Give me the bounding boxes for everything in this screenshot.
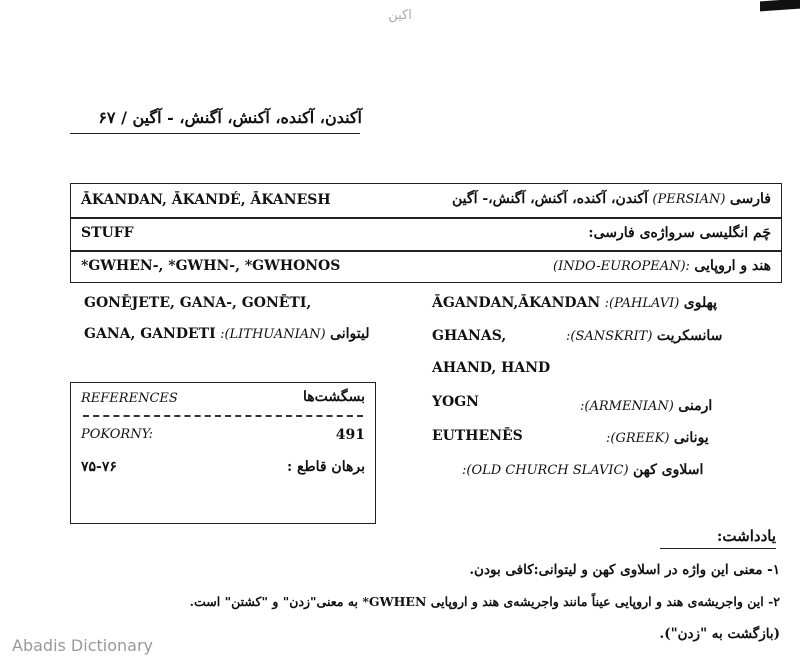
armenian-lang-tag: :(ARMENIAN) — [580, 399, 674, 414]
sanskrit-forms: GHANAS, — [432, 328, 507, 344]
armenian-forms: YOGN — [432, 394, 479, 410]
sanskrit-lang-tag: :(SANSKRIT) — [566, 329, 653, 344]
greek-lang-row — [606, 430, 709, 446]
greek-lang-tag: :(GREEK) — [606, 431, 670, 446]
etymology-table — [70, 183, 782, 283]
english-gloss: STUFF — [81, 225, 134, 241]
slavic-label: اسلاوی کهن — [633, 462, 704, 478]
sanskrit-lang-row — [566, 328, 722, 344]
pie-roots: *GWHEN-, *GWHN-, *GWHONOS — [81, 258, 341, 274]
sanskrit-forms-2: AHAND, HAND — [432, 360, 551, 376]
burhan-value: ۷۵-۷۶ — [81, 459, 117, 475]
notes-rule — [660, 548, 776, 549]
persian-row — [331, 191, 771, 207]
references-title-en: REFERENCES — [81, 391, 178, 406]
header-rule — [70, 133, 360, 134]
lithuanian-forms-1: GONĒJETE, GANA-, GONĒTI, — [84, 295, 312, 311]
references-divider — [83, 415, 363, 417]
notes-title: یادداشت: — [716, 527, 776, 545]
lithuanian-forms-2: GANA, GANDETI — [84, 326, 216, 342]
note-2: ۲- این واجریشه‌ی هند و اروپایی عیناً مانند واجریشه‌ی هند و اروپایی GWHEN* به معنی"زدن" و "کشتن" است. — [189, 594, 780, 609]
slavic-lang-row — [462, 462, 703, 478]
note-3: (بازگشت به "زدن"). — [659, 626, 780, 642]
pahlavi-label: پهلوی — [683, 295, 717, 311]
pie-row — [553, 258, 771, 274]
pie-lang-tag: :(INDO-EUROPEAN) — [553, 259, 690, 274]
row-divider — [71, 250, 781, 252]
persian-label: فارسی — [729, 191, 771, 207]
pokorny-value: 491 — [335, 427, 365, 443]
lithuanian-row — [84, 326, 369, 342]
persian-forms-latin: ĀKANDAN, ĀKANDÉ, ĀKANESH — [81, 192, 331, 208]
english-gloss-label: چَم انگلیسی سرواژه‌ی فارسی: — [588, 225, 771, 241]
armenian-lang-row — [580, 398, 712, 414]
lithuanian-label: لیتوانی — [330, 326, 370, 342]
pahlavi-row — [432, 295, 717, 311]
slavic-lang-tag: :(OLD CHURCH SLAVIC) — [462, 463, 629, 478]
greek-forms: EUTHENĒS — [432, 428, 523, 444]
persian-words: آکندن، آکنده، آکنش، آگنش،- آگین — [452, 191, 648, 207]
note-1: ۱- معنی این واژه در اسلاوی کهن و لیتوانی:کافی بودن. — [469, 562, 780, 578]
row-divider — [71, 217, 781, 219]
greek-label: یونانی — [673, 430, 709, 446]
pie-label: هند و اروپایی — [694, 258, 771, 274]
pahlavi-forms: ĀGANDAN,ĀKANDAN — [432, 295, 601, 311]
pokorny-label: POKORNY: — [81, 427, 153, 442]
pahlavi-lang-tag: :(PAHLAVI) — [604, 296, 680, 311]
page-title: اکین — [388, 8, 412, 23]
brand-watermark: Abadis Dictionary — [12, 636, 153, 655]
references-title-fa: بسگشت‌ها — [302, 389, 365, 405]
burhan-label: برهان قاطع : — [286, 459, 365, 475]
references-box — [70, 382, 376, 524]
page-header: آکندن، آکنده، آکنش، آگنش، - آگین / ۶۷ — [98, 108, 362, 127]
lithuanian-lang-tag: :(LITHUANIAN) — [220, 327, 326, 342]
persian-lang-tag: (PERSIAN) — [652, 192, 726, 207]
sanskrit-label: سانسکریت — [656, 328, 723, 344]
armenian-label: ارمنی — [678, 398, 713, 414]
